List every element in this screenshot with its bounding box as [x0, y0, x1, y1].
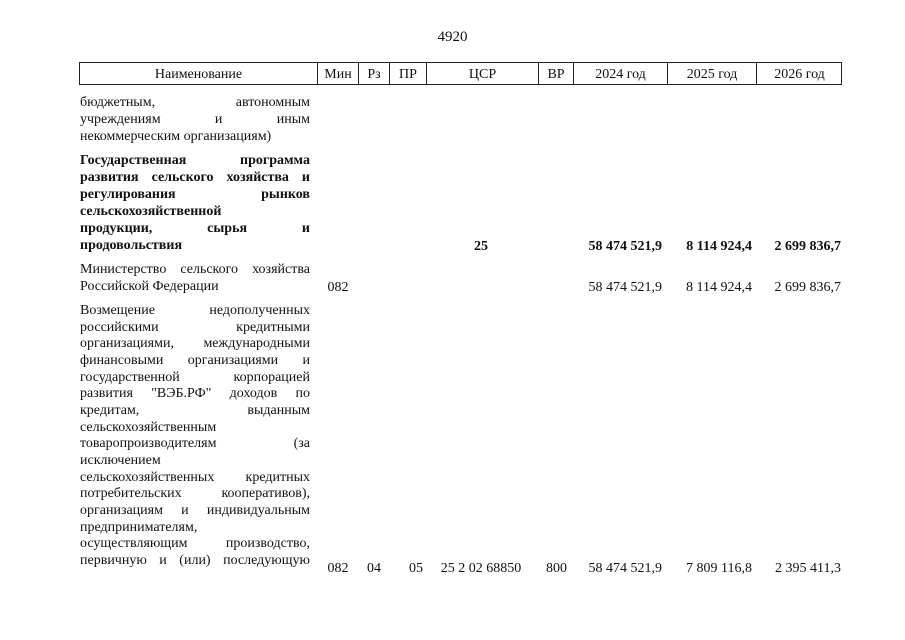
- header-2025: 2025 год: [667, 63, 756, 84]
- name-line: предпринимателям,: [80, 519, 198, 535]
- name-line: Российской Федерации: [80, 278, 219, 294]
- cell-vr: 800: [546, 561, 567, 576]
- cell-csr: 25: [474, 239, 488, 254]
- header-name: Наименование: [154, 67, 243, 82]
- cell-2025: 8 114 924,4: [686, 280, 752, 295]
- name-line: Министерство сельского хозяйства: [80, 262, 310, 277]
- page-number: 4920: [437, 29, 468, 45]
- name-line: регулирования рынков: [80, 186, 310, 202]
- cell-pr: 05: [409, 561, 423, 576]
- name-line: развития сельского хозяйства и: [80, 169, 310, 185]
- name-line: продукции, сырья и: [80, 220, 310, 236]
- cell-2025: 8 114 924,4: [686, 239, 752, 254]
- name-line: некоммерческим организациям): [80, 128, 272, 144]
- header-rz: Рз: [358, 63, 389, 84]
- header-2026: 2026 год: [756, 63, 842, 84]
- cell-2024: 58 474 521,9: [588, 239, 662, 254]
- name-line: бюджетным, автономным: [80, 95, 310, 110]
- name-line: финансовыми организациями и: [80, 352, 310, 368]
- table-header: [79, 62, 842, 85]
- cell-2026: 2 699 836,7: [774, 280, 841, 295]
- table-row-name: [80, 95, 310, 146]
- table-row-name: [80, 262, 310, 296]
- cell-min: 082: [327, 280, 349, 295]
- cell-2024: 58 474 521,9: [588, 561, 662, 576]
- name-line: осуществляющим производство,: [80, 536, 310, 552]
- table-row-name: [80, 303, 310, 570]
- cell-csr: 25 2 02 68850: [440, 561, 522, 576]
- cell-2025: 7 809 116,8: [686, 561, 752, 576]
- cell-2024: 58 474 521,9: [588, 280, 662, 295]
- name-line: сельскохозяйственной: [80, 203, 222, 219]
- cell-2026: 2 395 411,3: [775, 561, 841, 576]
- name-line: сельскохозяйственных кредитных: [80, 469, 310, 485]
- name-line: учреждениям и иным: [80, 111, 310, 127]
- name-line: исключением: [80, 452, 161, 468]
- name-line: Государственная программа: [80, 153, 310, 168]
- name-line: государственной корпорацией: [80, 369, 310, 385]
- name-line: товаропроизводителям (за: [80, 436, 310, 452]
- name-line: продовольствия: [80, 237, 183, 253]
- name-line: сельскохозяйственным: [80, 419, 217, 435]
- cell-rz: 04: [367, 561, 381, 576]
- header-csr: ЦСР: [426, 63, 538, 84]
- name-line: развития "ВЭБ.РФ" доходов по: [80, 386, 310, 402]
- name-line: организациям и индивидуальным: [80, 502, 310, 518]
- header-min: Мин: [317, 63, 358, 84]
- cell-2026: 2 699 836,7: [774, 239, 841, 254]
- header-2024: 2024 год: [573, 63, 667, 84]
- cell-min: 082: [327, 561, 349, 576]
- name-line: потребительских кооперативов),: [80, 486, 310, 502]
- name-line: Возмещение недополученных: [80, 303, 310, 318]
- name-line: кредитам, выданным: [80, 402, 310, 418]
- name-line: организациями, международными: [80, 336, 310, 352]
- table-row-name: [80, 153, 310, 254]
- header-vr: ВР: [538, 63, 573, 84]
- header-pr: ПР: [389, 63, 426, 84]
- name-line: первичную и (или) последующую: [80, 552, 310, 568]
- name-line: российскими кредитными: [80, 319, 310, 335]
